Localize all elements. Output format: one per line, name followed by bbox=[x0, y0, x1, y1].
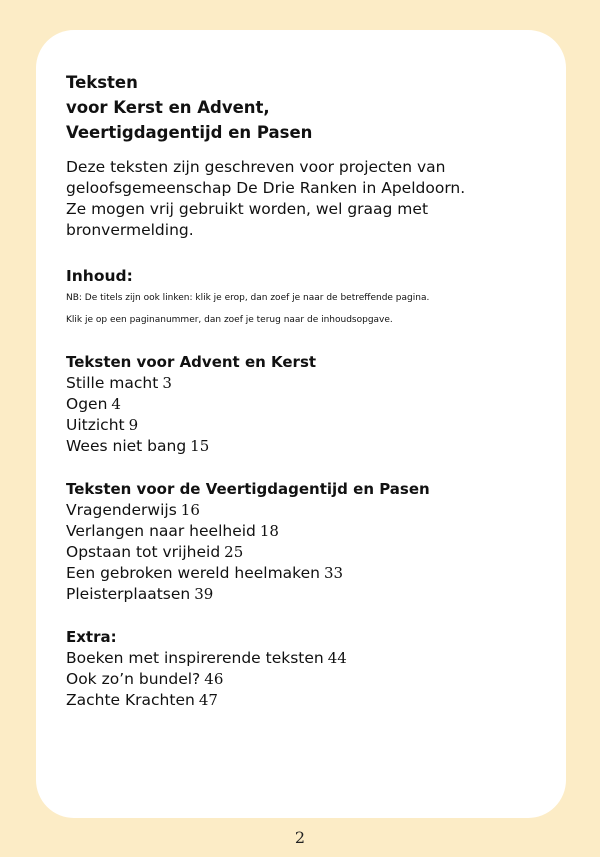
toc-entry-page-link[interactable]: 16 bbox=[180, 501, 200, 519]
toc-heading: Inhoud: bbox=[66, 267, 133, 285]
toc-section-extra bbox=[66, 627, 546, 711]
toc-entry-page-link[interactable]: 46 bbox=[204, 670, 224, 688]
section-heading: Teksten voor Advent en Kerst bbox=[66, 353, 317, 371]
toc-entry-page-link[interactable]: 3 bbox=[162, 374, 172, 392]
toc-entry-title-link[interactable]: Stille macht bbox=[66, 374, 159, 392]
toc-entry-title-link[interactable]: Pleisterplaatsen bbox=[66, 585, 191, 603]
toc-entry-page-link[interactable]: 25 bbox=[224, 543, 244, 561]
toc-section-advent-kerst bbox=[66, 352, 546, 457]
toc-entry-title-link[interactable]: Vragenderwijs bbox=[66, 501, 177, 519]
toc-entry-title-link[interactable]: Ook zo’n bundel? bbox=[66, 670, 201, 688]
toc-entry-page-link[interactable]: 15 bbox=[190, 437, 210, 455]
toc-note-line: NB: De titels zijn ook linken: klik je erop, dan zoef je naar de betreffende pagina. bbox=[66, 293, 430, 303]
toc-entry-title-link[interactable]: Een gebroken wereld heelmaken bbox=[66, 564, 320, 582]
title-line: voor Kerst en Advent, bbox=[66, 98, 270, 117]
intro-line: Ze mogen vrij gebruikt worden, wel graag met bbox=[66, 200, 429, 218]
toc-entry-page-link[interactable]: 39 bbox=[194, 585, 214, 603]
toc-note-line: Klik je op een paginanummer, dan zoef je terug naar de inhoudsopgave. bbox=[66, 315, 393, 325]
toc-entry[interactable] bbox=[66, 415, 546, 436]
toc-entry-page-link[interactable]: 47 bbox=[198, 691, 218, 709]
toc-entry[interactable] bbox=[66, 669, 546, 690]
toc-entry-page-link[interactable]: 44 bbox=[327, 649, 347, 667]
toc-entry[interactable] bbox=[66, 584, 546, 605]
toc-note bbox=[66, 288, 546, 330]
title-line: Teksten bbox=[66, 73, 138, 92]
toc-entry-page-link[interactable]: 33 bbox=[323, 564, 344, 582]
page-number: 2 bbox=[294, 828, 306, 847]
intro-line: bronvermelding. bbox=[66, 221, 194, 239]
toc-entry-title-link[interactable]: Verlangen naar heelheid bbox=[66, 522, 256, 540]
section-heading: Extra: bbox=[66, 628, 117, 646]
title-line: Veertigdagentijd en Pasen bbox=[66, 123, 313, 142]
toc-entry[interactable] bbox=[66, 436, 546, 457]
toc-entry-title-link[interactable]: Uitzicht bbox=[66, 416, 125, 434]
toc-entry[interactable] bbox=[66, 500, 546, 521]
toc-entry[interactable] bbox=[66, 373, 546, 394]
toc-entry[interactable] bbox=[66, 648, 546, 669]
toc-entry-title-link[interactable]: Ogen bbox=[66, 395, 108, 413]
toc-entry-title-link[interactable]: Wees niet bang bbox=[66, 437, 187, 455]
section-heading: Teksten voor de Veertigdagentijd en Pasen bbox=[66, 480, 430, 498]
toc-entry[interactable] bbox=[66, 521, 546, 542]
toc-entry-title-link[interactable]: Zachte Krachten bbox=[66, 691, 195, 709]
toc-entry-page-link[interactable]: 18 bbox=[259, 522, 279, 540]
toc-entry-page-link[interactable]: 9 bbox=[128, 416, 139, 434]
page-content bbox=[66, 70, 546, 711]
toc-section-veertigdagentijd-pasen bbox=[66, 479, 546, 605]
toc-entry[interactable] bbox=[66, 690, 546, 711]
intro-paragraph bbox=[66, 157, 546, 241]
toc-entry[interactable] bbox=[66, 542, 546, 563]
intro-line: Deze teksten zijn geschreven voor projecten van bbox=[66, 158, 446, 176]
toc-entry[interactable] bbox=[66, 394, 546, 415]
intro-line: geloofsgemeenschap De Drie Ranken in Apeldoorn. bbox=[66, 179, 466, 197]
toc-entry-title-link[interactable]: Boeken met inspirerende teksten bbox=[66, 649, 324, 667]
toc-entry-title-link[interactable]: Opstaan tot vrijheid bbox=[66, 543, 221, 561]
toc-entry-page-link[interactable]: 4 bbox=[111, 395, 121, 413]
page-title bbox=[66, 70, 546, 145]
toc-entry[interactable] bbox=[66, 563, 546, 584]
